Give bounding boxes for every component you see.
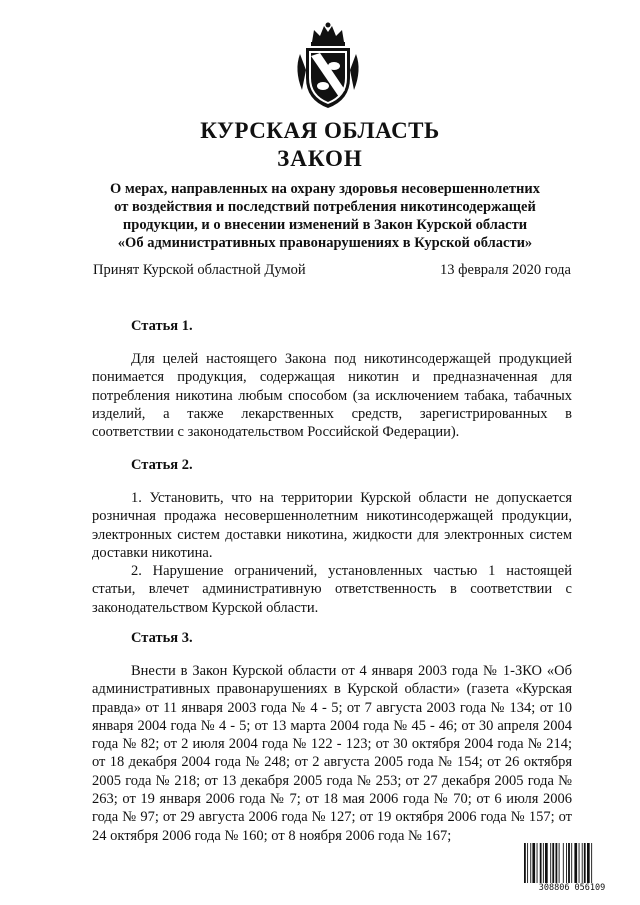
barcode-bar — [530, 843, 531, 883]
barcode-bar — [574, 843, 577, 883]
barcode-bars — [523, 843, 621, 883]
barcode-bar — [563, 843, 564, 883]
barcode-bar — [571, 843, 572, 883]
barcode-bar — [579, 843, 580, 883]
adoption-line — [93, 262, 571, 279]
barcode-bar — [587, 843, 590, 883]
article-2-paragraph-2: 2. Нарушение ограничений, установленных частью 1 настоящей статьи, влечет административную ответственность в соответствии с законодательством Курской области. — [92, 563, 572, 616]
barcode-bar — [556, 843, 558, 883]
barcode-bar — [543, 843, 544, 883]
article-2-title: Статья 2. — [131, 457, 193, 473]
document-type: ЗАКОН — [277, 146, 363, 171]
law-subtitle — [90, 180, 560, 252]
article-3-title: Статья 3. — [131, 630, 193, 646]
barcode-bar — [559, 843, 560, 883]
barcode-bar — [540, 843, 542, 883]
barcode-bar — [537, 843, 538, 883]
adopted-by: Принят Курской областной Думой — [93, 262, 306, 278]
article-3-paragraph: Внести в Закон Курской области от 4 января 2003 года № 1-ЗКО «Об административных правонарушениях в Курской области» (газета «Курская правда» от 11 января 2003 года № 4 - 5; от 7 августа 2003 года № 134; от 10 января 2004 года № 4 - 5; от 13 марта 2004 года № 45 - 46; от 30 апреля 2004 года № 82; от 2 июля 2004 года № 122 - 123; от 30 октября 2004 года № 214; от 18 декабря 2004 года № 248; от 2 августа 2005 года № 154; от 26 октября 2005 года № 218; от 13 декабря 2005 года № 253; от 27 декабря 2005 года № 263; от 19 января 2006 года № 7; от 18 мая 2006 года № 70; от 6 июля 2006 года № 97; от 29 августа 2006 года № 127; от 19 октября 2006 года № 157; от 24 октября 2006 года № 160; от 8 ноября 2006 года № 167; — [92, 663, 572, 844]
barcode-bar — [527, 843, 528, 883]
article-1-title: Статья 1. — [131, 318, 193, 334]
subtitle-line: от воздействия и последствий потребления никотинсодержащей — [114, 199, 536, 215]
document-barcode — [523, 843, 621, 897]
barcode-bar — [550, 843, 551, 883]
article-1-paragraph: Для целей настоящего Закона под никотинсодержащей продукцией понимается продукция, содержащая никотин и предназначенная для потребления никотина любым способом (за исключением табака, табачных изделий, а также лекарственных средств, зарегистрированных в соответствии с законодательством Российской Федерации). — [92, 351, 572, 441]
barcode-bar — [582, 843, 583, 883]
subtitle-line: продукции, и о внесении изменений в Закон Курской области — [122, 217, 528, 233]
coat-of-arms-icon — [290, 20, 366, 112]
article-2-paragraph-1: 1. Установить, что на территории Курской области не допускается розничная продажа несовершеннолетним никотинсодержащей продукции, электронных систем доставки никотина, жидкости для электронных систем доставки никотина. — [92, 490, 572, 561]
barcode-bar — [568, 843, 570, 883]
barcode-number: 308806 056109 — [538, 883, 606, 893]
barcode-bar — [566, 843, 567, 883]
subtitle-line: «Об административных правонарушениях в Курской области» — [117, 235, 533, 251]
subtitle-line: О мерах, направленных на охрану здоровья несовершеннолетних — [110, 181, 540, 197]
barcode-bar — [524, 843, 526, 883]
barcode-bar — [591, 843, 592, 883]
region-title: КУРСКАЯ ОБЛАСТЬ — [200, 118, 440, 143]
barcode-bar — [552, 843, 554, 883]
adoption-date: 13 февраля 2020 года — [439, 262, 571, 278]
barcode-bar — [532, 843, 535, 883]
barcode-bar — [545, 843, 548, 883]
barcode-bar — [584, 843, 586, 883]
